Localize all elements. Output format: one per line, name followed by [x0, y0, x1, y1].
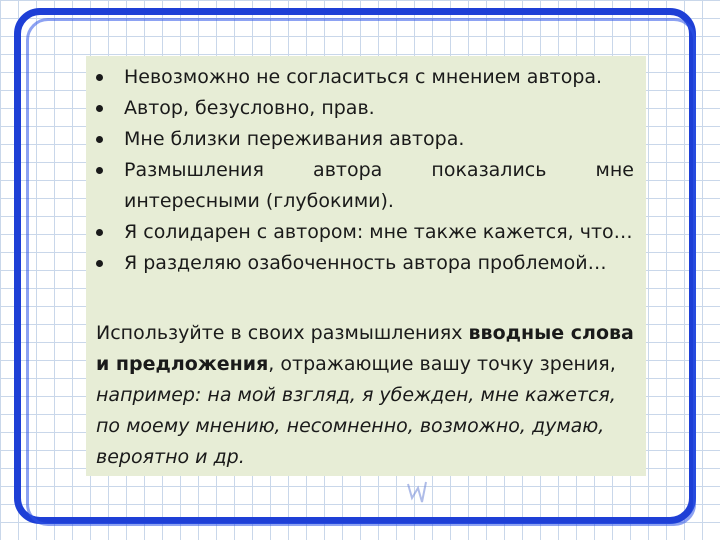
bullet-icon [96, 74, 103, 81]
bullet-icon [96, 260, 103, 267]
paragraph-line: Используйте в своих размышлениях вводные слова [96, 322, 634, 344]
phrase-list [86, 62, 634, 279]
list-item: Размышления автора показались мне интересными (глубокими). [86, 155, 634, 217]
paragraph-line: и предложения, отражающие вашу точку зрения, [96, 353, 616, 375]
pen-scribble-icon [404, 478, 434, 508]
bullet-icon [96, 167, 103, 174]
paragraph-line: например: на мой взгляд, я убежден, мне кажется, [96, 384, 616, 406]
list-item: Автор, безусловно, прав. [86, 93, 634, 124]
bullet-icon [96, 229, 103, 236]
bullet-icon [96, 136, 103, 143]
list-item: Невозможно не согласиться с мнением автора. [86, 62, 634, 93]
list-item: Я солидарен с автором: мне также кажется, что… [86, 217, 634, 248]
paragraph-line: вероятно и др. [96, 446, 245, 468]
list-item: Мне близки переживания автора. [86, 124, 634, 155]
content-panel [86, 56, 646, 476]
paragraph-line: по моему мнению, несомненно, возможно, думаю, [96, 415, 605, 437]
list-item: Я разделяю озабоченность автора проблемой… [86, 248, 634, 279]
advice-paragraph [96, 318, 636, 473]
bullet-icon [96, 105, 103, 112]
